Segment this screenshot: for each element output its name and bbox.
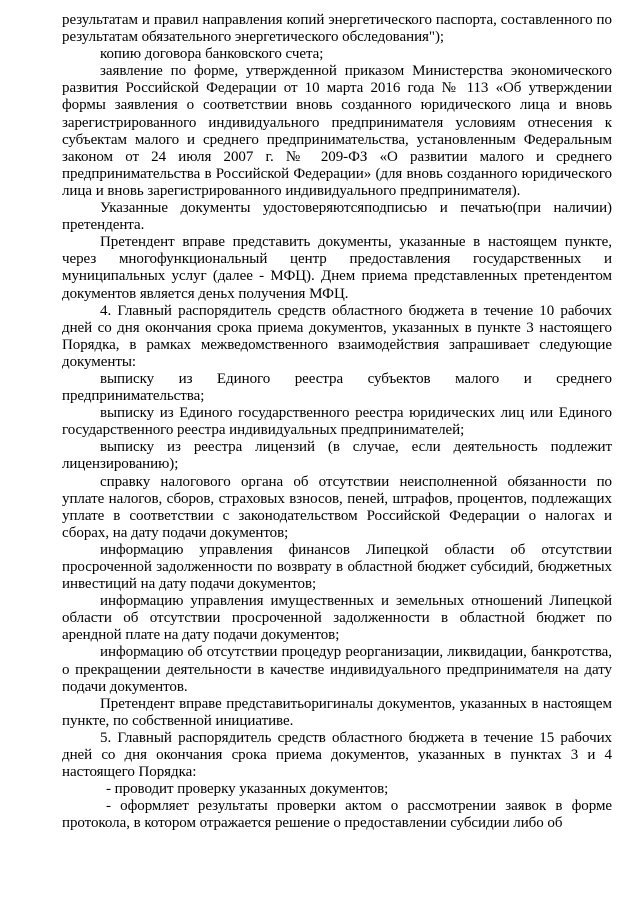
paragraph-energy-passport-end: результатам и правил направления копий энергетического паспорта, составленного по результатам обязательного энергетического обследования");	[62, 12, 612, 46]
paragraph-sme-registry-extract: выписку из Единого реестра субъектов малого и среднего предпринимательства;	[62, 370, 612, 405]
paragraph-mfc-submission: Претендент вправе представить документы, указанные в настоящем пункте, через многофункциональный центр предоставления государственных и муниципальных услуг (далее - МФЦ). Днем приема представленных претендентом документов является деньх получения МФЦ.	[62, 234, 612, 302]
paragraph-item-5: 5. Главный распорядитель средств областного бюджета в течение 15 рабочих дней со дня окончания срока приема документов, указанных в пунктах 3 и 4 настоящего Порядка:	[62, 729, 612, 781]
paragraph-tax-certificate: справку налогового органа об отсутствии неисполненной обязанности по уплате налогов, сборов, страховых взносов, пеней, штрафов, процентов, подлежащих уплате в соответствии с законодательством Российской Федерации о налогах и сборах, на дату подачи документов;	[62, 473, 612, 541]
paragraph-bank-account-copy: копию договора банковского счета;	[100, 46, 324, 63]
paragraph-check-documents: - проводит проверку указанных документов;	[106, 781, 389, 798]
paragraph-reorganization-info: информацию об отсутствии процедур реорганизации, ликвидации, банкротства, о прекращении деятельности в качестве индивидуального предпринимателя на дату подачи документов.	[62, 644, 612, 695]
paragraph-application-form: заявление по форме, утвержденной приказом Министерства экономического развития Российской Федерации от 10 марта 2016 года № 113 «Об утверждении формы заявления о соответствии вновь созданного юридического лица и вновь зарегистрированного индивидуального предпринимателя условиям отнесения к субъектам малого и среднего предпринимательства, установленным Федеральным законом от 24 июля 2007 г. № 209-ФЗ «О развитии малого и среднего предпринимательства в Российской Федерации» (для вновь созданного юридического лица и вновь зарегистрированного индивидуального предпринимателя).	[62, 63, 612, 199]
paragraph-originals-initiative: Претендент вправе представитьоригиналы документов, указанных в настоящем пункте, по собственной инициативе.	[62, 695, 612, 729]
paragraph-finance-department-info: информацию управления финансов Липецкой области об отсутствии просроченной задолженности по возврату в областной бюджет субсидий, бюджетных инвестиций на дату подачи документов;	[62, 541, 612, 593]
document-page	[62, 12, 612, 833]
paragraph-item-4: 4. Главный распорядитель средств областного бюджета в течение 10 рабочих дней со дня окончания срока приема документов, указанных в пункте 3 настоящего Порядка, в рамках межведомственного взаимодействия запрашивает следующие документы:	[62, 302, 612, 370]
paragraph-documents-certified: Указанные документы удостоверяютсяподписью и печатью(при наличии) претендента.	[62, 200, 612, 234]
paragraph-state-registry-extract: выписку из Единого государственного реестра юридических лиц или Единого государственного реестра индивидуальных предпринимателей;	[62, 405, 612, 439]
paragraph-protocol-act: - оформляет результаты проверки актом о рассмотрении заявок в форме протокола, в котором отражается решение о предоставлении субсидии либо об	[62, 798, 612, 832]
paragraph-license-registry-extract: выписку из реестра лицензий (в случае, если деятельность подлежит лицензированию);	[62, 439, 612, 473]
paragraph-property-department-info: информацию управления имущественных и земельных отношений Липецкой области об отсутствии просроченной задолженности в областной бюджет по арендной плате на дату подачи документов;	[62, 593, 612, 644]
